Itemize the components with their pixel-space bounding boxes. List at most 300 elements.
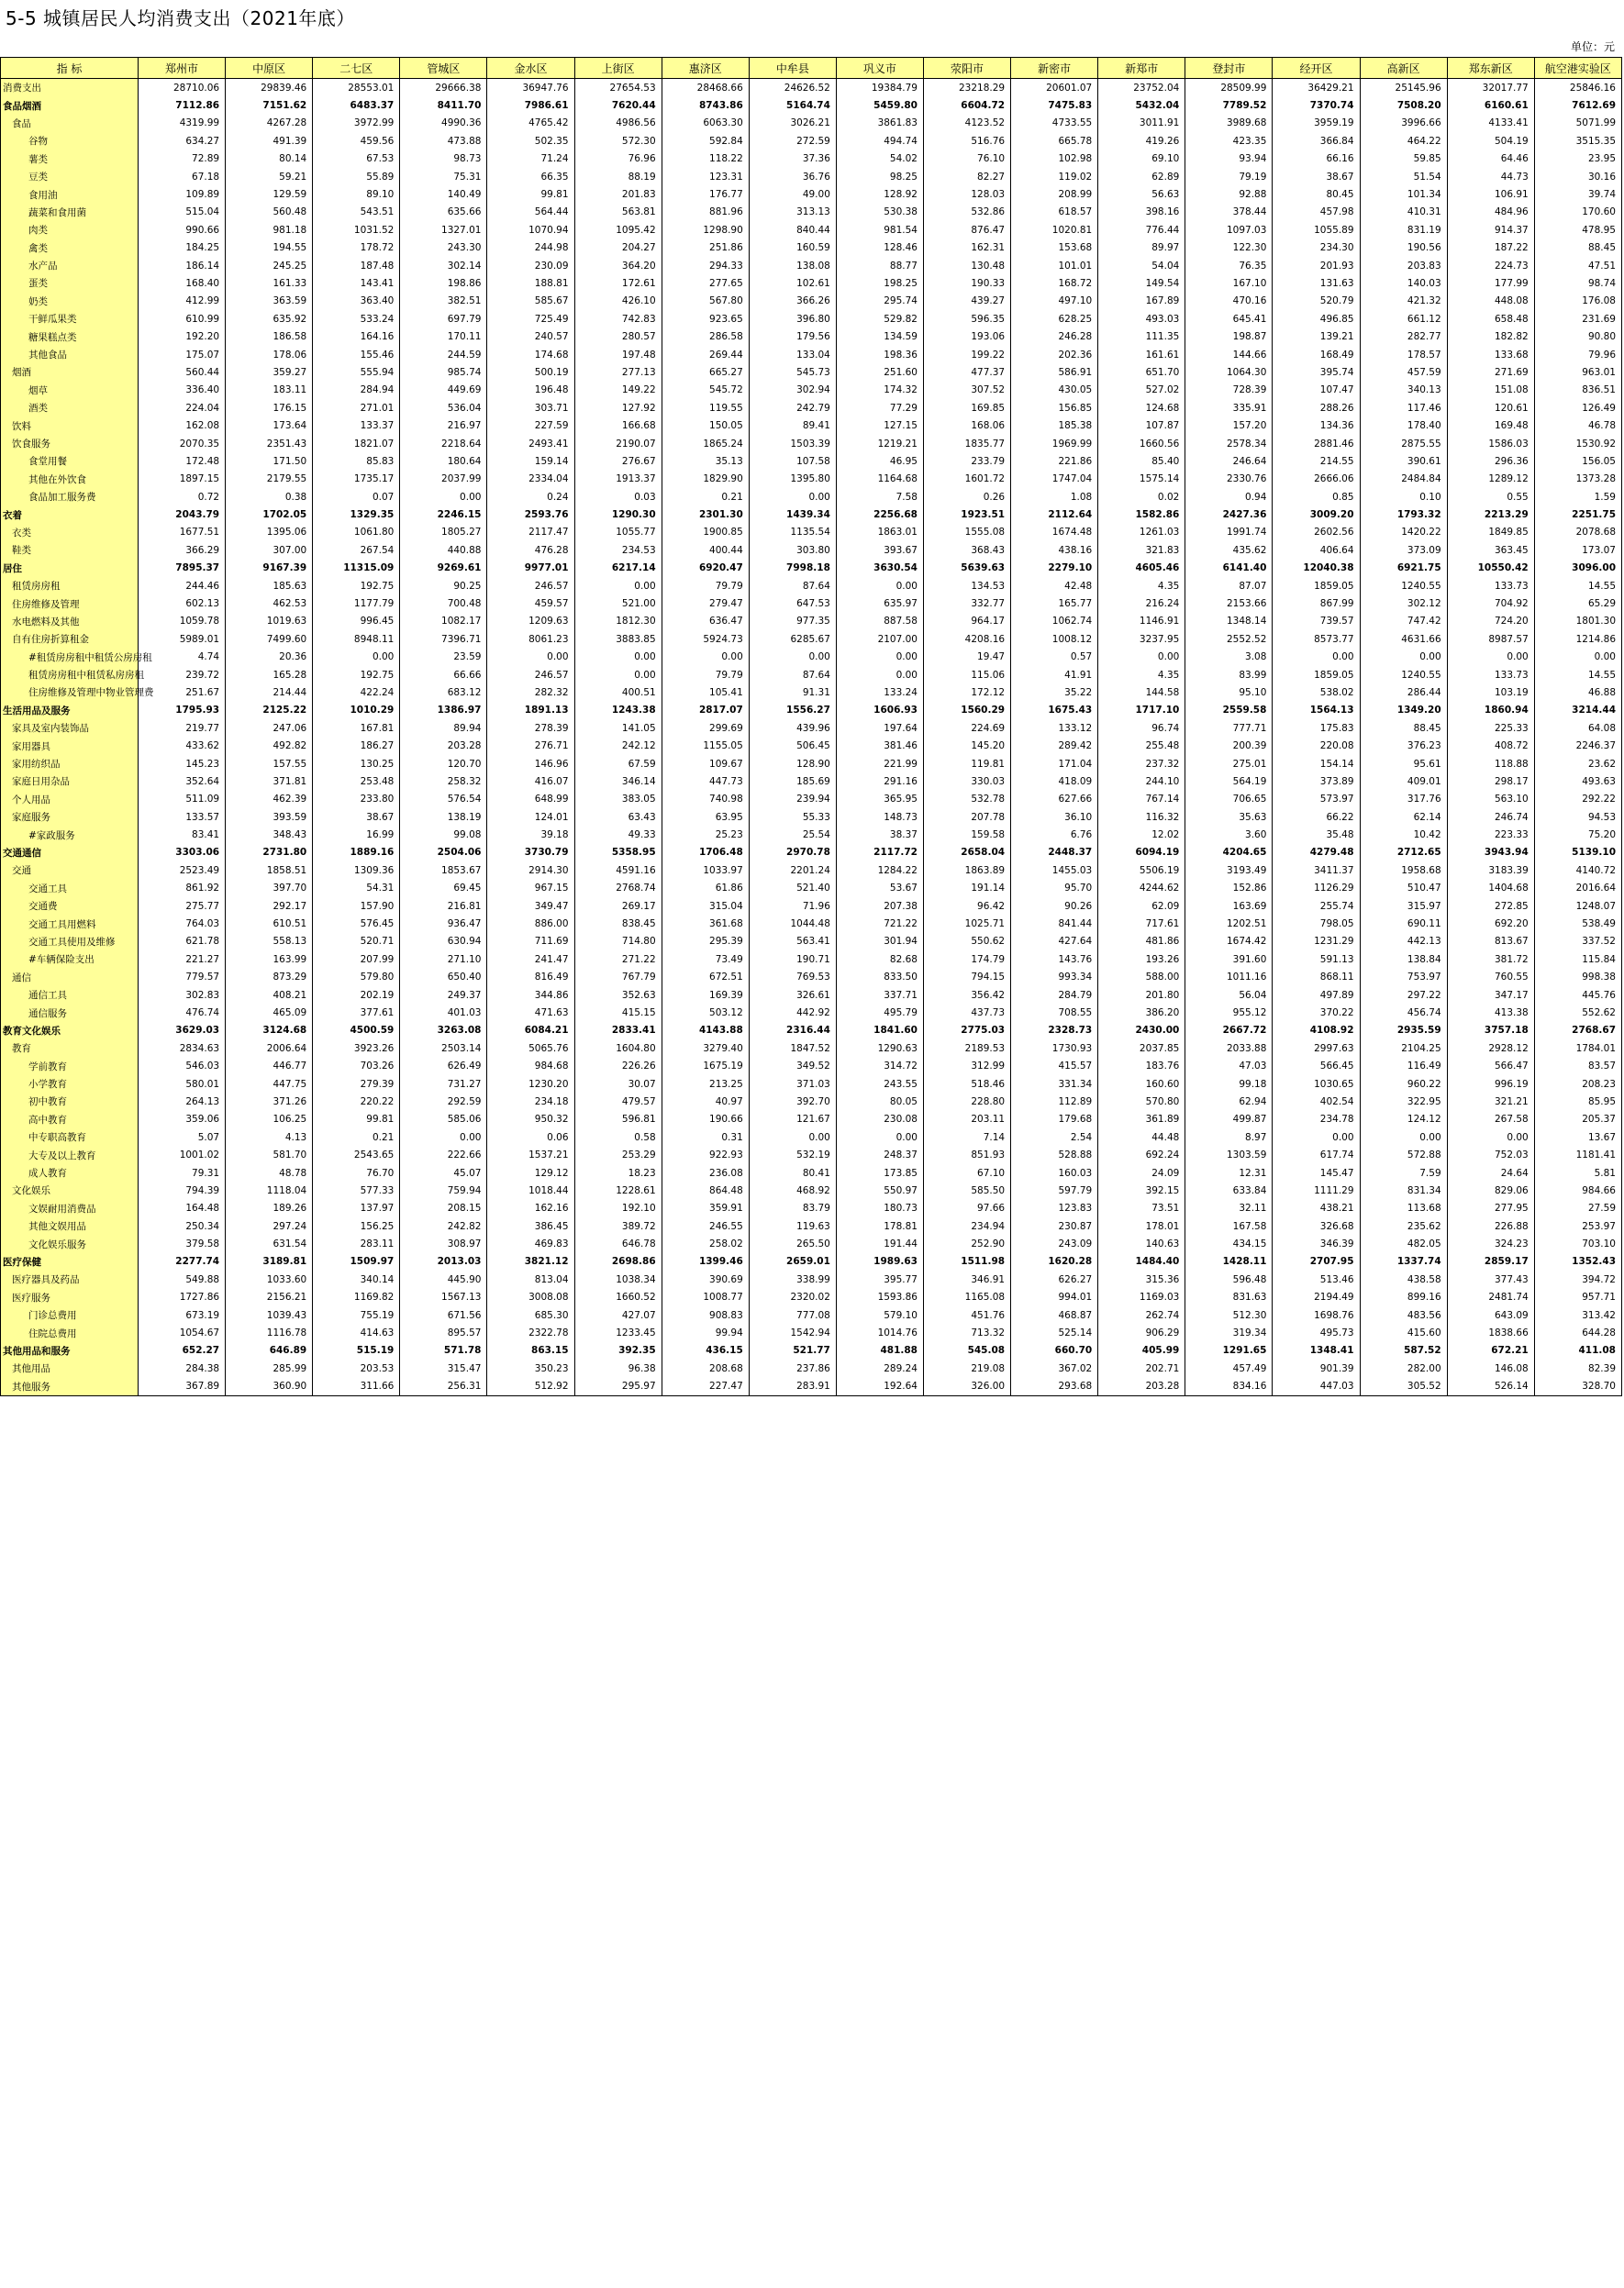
table-cell: 2658.04 bbox=[923, 844, 1010, 861]
table-cell: 80.05 bbox=[836, 1093, 923, 1110]
table-cell: 65.29 bbox=[1534, 594, 1621, 612]
table-cell: 427.07 bbox=[574, 1306, 662, 1324]
table-cell: 1859.05 bbox=[1273, 577, 1360, 594]
table-row bbox=[1, 844, 1622, 861]
table-cell: 312.99 bbox=[923, 1057, 1010, 1074]
table-cell: 437.73 bbox=[923, 1004, 1010, 1021]
table-cell: 349.47 bbox=[487, 897, 574, 915]
table-row bbox=[1, 524, 1622, 541]
table-cell: 49.33 bbox=[574, 826, 662, 843]
table-cell: 6.76 bbox=[1011, 826, 1098, 843]
table-cell: 239.94 bbox=[749, 791, 836, 808]
table-cell: 777.08 bbox=[749, 1306, 836, 1324]
table-cell: 269.44 bbox=[662, 346, 749, 363]
table-cell: 367.89 bbox=[139, 1378, 226, 1396]
table-cell: 66.22 bbox=[1273, 808, 1360, 826]
table-cell: 433.62 bbox=[139, 737, 226, 754]
table-cell: 1230.20 bbox=[487, 1075, 574, 1093]
table-cell: 243.55 bbox=[836, 1075, 923, 1093]
table-cell: 143.41 bbox=[313, 274, 400, 292]
table-cell: 352.64 bbox=[139, 772, 226, 790]
table-cell: 2156.21 bbox=[226, 1289, 313, 1306]
table-cell: 4123.52 bbox=[923, 115, 1010, 132]
table-cell: 714.80 bbox=[574, 933, 662, 950]
table-cell: 5.07 bbox=[139, 1128, 226, 1146]
table-cell: 313.13 bbox=[749, 204, 836, 221]
table-cell: 201.93 bbox=[1273, 257, 1360, 274]
table-cell: 101.01 bbox=[1011, 257, 1098, 274]
table-cell: 2013.03 bbox=[400, 1253, 487, 1271]
table-cell: 2301.30 bbox=[662, 505, 749, 523]
table-cell: 62.14 bbox=[1360, 808, 1447, 826]
table-cell: 448.08 bbox=[1447, 293, 1534, 310]
table-cell: 4140.72 bbox=[1534, 861, 1621, 879]
table-cell: 957.71 bbox=[1534, 1289, 1621, 1306]
table-cell: 2481.74 bbox=[1447, 1289, 1534, 1306]
table-cell: 203.11 bbox=[923, 1111, 1010, 1128]
table-cell: 1014.76 bbox=[836, 1324, 923, 1341]
table-cell: 66.16 bbox=[1273, 150, 1360, 168]
table-cell: 35.13 bbox=[662, 452, 749, 470]
table-cell: 172.61 bbox=[574, 274, 662, 292]
table-cell: 171.50 bbox=[226, 452, 313, 470]
table-cell: 392.35 bbox=[574, 1342, 662, 1360]
table-cell: 38.67 bbox=[313, 808, 400, 826]
table-cell: 67.53 bbox=[313, 150, 400, 168]
table-cell: 415.60 bbox=[1360, 1324, 1447, 1341]
table-cell: 563.41 bbox=[749, 933, 836, 950]
table-cell: 178.40 bbox=[1360, 417, 1447, 434]
table-row bbox=[1, 471, 1622, 488]
table-cell: 207.78 bbox=[923, 808, 1010, 826]
table-cell: 251.86 bbox=[662, 239, 749, 257]
table-cell: 99.81 bbox=[487, 185, 574, 203]
table-cell: 494.74 bbox=[836, 132, 923, 150]
table-row bbox=[1, 79, 1622, 97]
table-cell: 596.48 bbox=[1185, 1271, 1273, 1288]
table-cell: 279.47 bbox=[662, 594, 749, 612]
table-cell: 160.59 bbox=[749, 239, 836, 257]
table-cell: 1038.34 bbox=[574, 1271, 662, 1288]
table-cell: 1404.68 bbox=[1447, 880, 1534, 897]
table-cell: 242.12 bbox=[574, 737, 662, 754]
table-row bbox=[1, 382, 1622, 399]
table-cell: 473.88 bbox=[400, 132, 487, 150]
table-cell: 981.18 bbox=[226, 221, 313, 239]
table-cell: 665.78 bbox=[1011, 132, 1098, 150]
table-cell: 1821.07 bbox=[313, 435, 400, 452]
table-cell: 88.77 bbox=[836, 257, 923, 274]
table-cell: 6285.67 bbox=[749, 630, 836, 648]
table-cell: 157.90 bbox=[313, 897, 400, 915]
table-cell: 370.22 bbox=[1273, 1004, 1360, 1021]
table-cell: 82.27 bbox=[923, 168, 1010, 185]
table-cell: 356.42 bbox=[923, 986, 1010, 1004]
table-cell: 3923.26 bbox=[313, 1039, 400, 1057]
table-cell: 1560.29 bbox=[923, 702, 1010, 719]
table-cell: 292.17 bbox=[226, 897, 313, 915]
table-cell: 249.37 bbox=[400, 986, 487, 1004]
table-cell: 326.61 bbox=[749, 986, 836, 1004]
table-cell: 130.25 bbox=[313, 755, 400, 772]
table-cell: 202.71 bbox=[1098, 1360, 1185, 1377]
table-cell: 201.83 bbox=[574, 185, 662, 203]
table-row bbox=[1, 1306, 1622, 1324]
table-cell: 2875.55 bbox=[1360, 435, 1447, 452]
table-cell: 481.88 bbox=[836, 1342, 923, 1360]
column-header: 惠济区 bbox=[662, 58, 749, 79]
table-cell: 1865.24 bbox=[662, 435, 749, 452]
table-cell: 0.00 bbox=[662, 649, 749, 666]
table-cell: 276.67 bbox=[574, 452, 662, 470]
table-cell: 0.21 bbox=[662, 488, 749, 505]
table-row bbox=[1, 702, 1622, 719]
table-cell: 0.03 bbox=[574, 488, 662, 505]
table-cell: 731.27 bbox=[400, 1075, 487, 1093]
table-cell: 1923.51 bbox=[923, 505, 1010, 523]
table-cell: 40.97 bbox=[662, 1093, 749, 1110]
table-cell: 302.12 bbox=[1360, 594, 1447, 612]
row-label: 鞋类 bbox=[1, 541, 139, 559]
table-cell: 244.98 bbox=[487, 239, 574, 257]
table-cell: 447.03 bbox=[1273, 1378, 1360, 1396]
table-row bbox=[1, 915, 1622, 932]
table-cell: 1395.80 bbox=[749, 471, 836, 488]
table-cell: 88.45 bbox=[1360, 719, 1447, 737]
table-cell: 330.03 bbox=[923, 772, 1010, 790]
table-cell: 725.49 bbox=[487, 310, 574, 328]
table-cell: 145.23 bbox=[139, 755, 226, 772]
table-cell: 1209.63 bbox=[487, 613, 574, 630]
table-cell: 267.54 bbox=[313, 541, 400, 559]
table-cell: 62.94 bbox=[1185, 1093, 1273, 1110]
table-cell: 109.89 bbox=[139, 185, 226, 203]
table-cell: 3096.00 bbox=[1534, 560, 1621, 577]
table-cell: 216.81 bbox=[400, 897, 487, 915]
table-cell: 75.31 bbox=[400, 168, 487, 185]
table-cell: 563.81 bbox=[574, 204, 662, 221]
table-cell: 146.96 bbox=[487, 755, 574, 772]
row-label: 饮食服务 bbox=[1, 435, 139, 452]
table-cell: 66.35 bbox=[487, 168, 574, 185]
table-cell: 767.79 bbox=[574, 969, 662, 986]
table-cell: 251.67 bbox=[139, 683, 226, 701]
table-cell: 346.39 bbox=[1273, 1235, 1360, 1252]
table-cell: 162.16 bbox=[487, 1200, 574, 1217]
row-label: 通信工具 bbox=[1, 986, 139, 1004]
row-label: 生活用品及服务 bbox=[1, 702, 139, 719]
table-cell: 176.08 bbox=[1534, 293, 1621, 310]
table-cell: 1860.94 bbox=[1447, 702, 1534, 719]
table-cell: 0.00 bbox=[574, 577, 662, 594]
row-label: #家政服务 bbox=[1, 826, 139, 843]
table-cell: 1228.61 bbox=[574, 1182, 662, 1199]
table-cell: 469.83 bbox=[487, 1235, 574, 1252]
table-cell: 3026.21 bbox=[749, 115, 836, 132]
table-cell: 295.97 bbox=[574, 1378, 662, 1396]
table-cell: 673.19 bbox=[139, 1306, 226, 1324]
table-cell: 706.65 bbox=[1185, 791, 1273, 808]
table-cell: 1054.67 bbox=[139, 1324, 226, 1341]
table-cell: 202.19 bbox=[313, 986, 400, 1004]
table-cell: 0.85 bbox=[1273, 488, 1360, 505]
table-cell: 703.10 bbox=[1534, 1235, 1621, 1252]
table-cell: 35.22 bbox=[1011, 683, 1098, 701]
table-cell: 550.62 bbox=[923, 933, 1010, 950]
table-cell: 1290.63 bbox=[836, 1039, 923, 1057]
table-cell: 1165.08 bbox=[923, 1289, 1010, 1306]
table-cell: 226.26 bbox=[574, 1057, 662, 1074]
row-label: 其他在外饮食 bbox=[1, 471, 139, 488]
table-cell: 340.14 bbox=[313, 1271, 400, 1288]
table-cell: 414.63 bbox=[313, 1324, 400, 1341]
table-cell: 886.00 bbox=[487, 915, 574, 932]
table-cell: 101.34 bbox=[1360, 185, 1447, 203]
table-cell: 233.79 bbox=[923, 452, 1010, 470]
table-cell: 197.48 bbox=[574, 346, 662, 363]
table-cell: 32017.77 bbox=[1447, 79, 1534, 97]
table-cell: 1327.01 bbox=[400, 221, 487, 239]
table-cell: 1849.85 bbox=[1447, 524, 1534, 541]
table-cell: 1677.51 bbox=[139, 524, 226, 541]
table-cell: 255.48 bbox=[1098, 737, 1185, 754]
table-cell: 156.85 bbox=[1011, 399, 1098, 417]
table-row bbox=[1, 185, 1622, 203]
table-cell: 558.13 bbox=[226, 933, 313, 950]
table-cell: 867.99 bbox=[1273, 594, 1360, 612]
table-cell: 1484.40 bbox=[1098, 1253, 1185, 1271]
table-cell: 138.19 bbox=[400, 808, 487, 826]
table-cell: 134.53 bbox=[923, 577, 1010, 594]
table-cell: 188.81 bbox=[487, 274, 574, 292]
table-cell: 282.00 bbox=[1360, 1360, 1447, 1377]
table-cell: 127.92 bbox=[574, 399, 662, 417]
table-cell: 123.83 bbox=[1011, 1200, 1098, 1217]
table-cell: 25.54 bbox=[749, 826, 836, 843]
row-label: 教育 bbox=[1, 1039, 139, 1057]
table-cell: 430.05 bbox=[1011, 382, 1098, 399]
table-cell: 401.03 bbox=[400, 1004, 487, 1021]
table-cell: 224.69 bbox=[923, 719, 1010, 737]
table-cell: 151.08 bbox=[1447, 382, 1534, 399]
table-cell: 1795.93 bbox=[139, 702, 226, 719]
table-cell: 500.19 bbox=[487, 363, 574, 381]
table-cell: 963.01 bbox=[1534, 363, 1621, 381]
table-cell: 55.89 bbox=[313, 168, 400, 185]
table-cell: 1838.66 bbox=[1447, 1324, 1534, 1341]
row-label: 教育文化娱乐 bbox=[1, 1022, 139, 1039]
table-cell: 91.31 bbox=[749, 683, 836, 701]
table-cell: 4765.42 bbox=[487, 115, 574, 132]
table-cell: 1853.67 bbox=[400, 861, 487, 879]
table-cell: 491.39 bbox=[226, 132, 313, 150]
table-cell: 4.74 bbox=[139, 649, 226, 666]
table-cell: 2493.41 bbox=[487, 435, 574, 452]
table-cell: 348.43 bbox=[226, 826, 313, 843]
table-cell: 419.26 bbox=[1098, 132, 1185, 150]
table-cell: 228.80 bbox=[923, 1093, 1010, 1110]
table-cell: 159.58 bbox=[923, 826, 1010, 843]
table-cell: 566.45 bbox=[1273, 1057, 1360, 1074]
table-cell: 635.97 bbox=[836, 594, 923, 612]
table-cell: 2503.14 bbox=[400, 1039, 487, 1057]
table-cell: 295.74 bbox=[836, 293, 923, 310]
table-cell: 2189.53 bbox=[923, 1039, 1010, 1057]
table-row bbox=[1, 737, 1622, 754]
table-cell: 1240.55 bbox=[1360, 577, 1447, 594]
table-cell: 392.70 bbox=[749, 1093, 836, 1110]
row-label: 自有住房折算租金 bbox=[1, 630, 139, 648]
table-cell: 35.63 bbox=[1185, 808, 1273, 826]
table-cell: 126.49 bbox=[1534, 399, 1621, 417]
table-cell: 482.05 bbox=[1360, 1235, 1447, 1252]
table-cell: 6920.47 bbox=[662, 560, 749, 577]
table-cell: 413.38 bbox=[1447, 1004, 1534, 1021]
table-cell: 2430.00 bbox=[1098, 1022, 1185, 1039]
table-cell: 239.72 bbox=[139, 666, 226, 683]
table-cell: 360.90 bbox=[226, 1378, 313, 1396]
table-cell: 192.20 bbox=[139, 328, 226, 345]
table-cell: 960.22 bbox=[1360, 1075, 1447, 1093]
table-cell: 3214.44 bbox=[1534, 702, 1621, 719]
table-cell: 644.28 bbox=[1534, 1324, 1621, 1341]
table-cell: 4267.28 bbox=[226, 115, 313, 132]
table-cell: 303.80 bbox=[749, 541, 836, 559]
table-cell: 8573.77 bbox=[1273, 630, 1360, 648]
row-label: 医疗器具及药品 bbox=[1, 1271, 139, 1288]
table-cell: 332.77 bbox=[923, 594, 1010, 612]
table-cell: 246.57 bbox=[487, 577, 574, 594]
table-cell: 80.14 bbox=[226, 150, 313, 168]
table-cell: 386.20 bbox=[1098, 1004, 1185, 1021]
table-cell: 302.94 bbox=[749, 382, 836, 399]
table-row bbox=[1, 594, 1622, 612]
table-cell: 646.78 bbox=[574, 1235, 662, 1252]
unit-label: 单位：元 bbox=[1570, 40, 1615, 53]
table-row bbox=[1, 1146, 1622, 1163]
table-cell: 0.55 bbox=[1447, 488, 1534, 505]
table-cell: 1291.65 bbox=[1185, 1342, 1273, 1360]
table-cell: 440.88 bbox=[400, 541, 487, 559]
table-cell: 634.27 bbox=[139, 132, 226, 150]
table-cell: 703.26 bbox=[313, 1057, 400, 1074]
table-cell: 241.47 bbox=[487, 950, 574, 968]
table-cell: 497.10 bbox=[1011, 293, 1098, 310]
table-cell: 831.63 bbox=[1185, 1289, 1273, 1306]
table-cell: 44.48 bbox=[1098, 1128, 1185, 1146]
table-cell: 550.97 bbox=[836, 1182, 923, 1199]
table-cell: 90.25 bbox=[400, 577, 487, 594]
table-cell: 253.29 bbox=[574, 1146, 662, 1163]
table-cell: 406.64 bbox=[1273, 541, 1360, 559]
table-cell: 661.12 bbox=[1360, 310, 1447, 328]
table-cell: 96.74 bbox=[1098, 719, 1185, 737]
table-cell: 1111.29 bbox=[1273, 1182, 1360, 1199]
table-cell: 2427.36 bbox=[1185, 505, 1273, 523]
table-cell: 451.76 bbox=[923, 1306, 1010, 1324]
table-cell: 182.82 bbox=[1447, 328, 1534, 345]
table-cell: 7396.71 bbox=[400, 630, 487, 648]
table-cell: 1001.02 bbox=[139, 1146, 226, 1163]
table-cell: 798.05 bbox=[1273, 915, 1360, 932]
table-cell: 841.44 bbox=[1011, 915, 1098, 932]
table-row bbox=[1, 1324, 1622, 1341]
table-row bbox=[1, 293, 1622, 310]
table-cell: 174.32 bbox=[836, 382, 923, 399]
table-cell: 272.85 bbox=[1447, 897, 1534, 915]
table-cell: 178.01 bbox=[1098, 1217, 1185, 1235]
table-cell: 79.96 bbox=[1534, 346, 1621, 363]
table-cell: 697.79 bbox=[400, 310, 487, 328]
row-label: 租赁房房租中租赁私房房租 bbox=[1, 666, 139, 683]
table-cell: 89.97 bbox=[1098, 239, 1185, 257]
table-cell: 243.09 bbox=[1011, 1235, 1098, 1252]
table-cell: 646.89 bbox=[226, 1342, 313, 1360]
table-cell: 545.08 bbox=[923, 1342, 1010, 1360]
table-cell: 144.66 bbox=[1185, 346, 1273, 363]
table-cell: 2768.67 bbox=[1534, 1022, 1621, 1039]
table-cell: 133.04 bbox=[749, 346, 836, 363]
table-cell: 359.06 bbox=[139, 1111, 226, 1128]
row-label: 大专及以上教育 bbox=[1, 1146, 139, 1163]
table-cell: 1420.22 bbox=[1360, 524, 1447, 541]
table-cell: 85.40 bbox=[1098, 452, 1185, 470]
table-cell: 138.08 bbox=[749, 257, 836, 274]
table-row bbox=[1, 630, 1622, 648]
table-cell: 1511.98 bbox=[923, 1253, 1010, 1271]
table-cell: 381.72 bbox=[1447, 950, 1534, 968]
table-cell: 162.31 bbox=[923, 239, 1010, 257]
table-cell: 1969.99 bbox=[1011, 435, 1098, 452]
table-cell: 54.02 bbox=[836, 150, 923, 168]
table-cell: 1575.14 bbox=[1098, 471, 1185, 488]
table-cell: 470.16 bbox=[1185, 293, 1273, 310]
table-row bbox=[1, 435, 1622, 452]
table-cell: 493.63 bbox=[1534, 772, 1621, 790]
table-cell: 117.46 bbox=[1360, 399, 1447, 417]
table-cell: 3861.83 bbox=[836, 115, 923, 132]
table-cell: 564.19 bbox=[1185, 772, 1273, 790]
table-cell: 717.61 bbox=[1098, 915, 1185, 932]
table-cell: 418.09 bbox=[1011, 772, 1098, 790]
table-row bbox=[1, 1075, 1622, 1093]
table-cell: 373.09 bbox=[1360, 541, 1447, 559]
table-cell: 704.92 bbox=[1447, 594, 1534, 612]
table-cell: 18.23 bbox=[574, 1164, 662, 1182]
table-cell: 302.83 bbox=[139, 986, 226, 1004]
table-cell: 552.62 bbox=[1534, 1004, 1621, 1021]
table-cell: 23218.29 bbox=[923, 79, 1010, 97]
table-cell: 185.63 bbox=[226, 577, 313, 594]
table-cell: 311.66 bbox=[313, 1378, 400, 1396]
table-cell: 528.88 bbox=[1011, 1146, 1098, 1163]
table-cell: 224.04 bbox=[139, 399, 226, 417]
table-cell: 755.19 bbox=[313, 1306, 400, 1324]
table-cell: 187.48 bbox=[313, 257, 400, 274]
table-cell: 3008.08 bbox=[487, 1289, 574, 1306]
table-cell: 4279.48 bbox=[1273, 844, 1360, 861]
table-cell: 94.53 bbox=[1534, 808, 1621, 826]
table-cell: 633.84 bbox=[1185, 1182, 1273, 1199]
table-cell: 271.10 bbox=[400, 950, 487, 968]
table-cell: 873.29 bbox=[226, 969, 313, 986]
table-cell: 515.19 bbox=[313, 1342, 400, 1360]
table-cell: 1289.12 bbox=[1447, 471, 1534, 488]
table-cell: 1863.01 bbox=[836, 524, 923, 541]
table-cell: 256.31 bbox=[400, 1378, 487, 1396]
table-cell: 513.46 bbox=[1273, 1271, 1360, 1288]
table-cell: 2666.06 bbox=[1273, 471, 1360, 488]
